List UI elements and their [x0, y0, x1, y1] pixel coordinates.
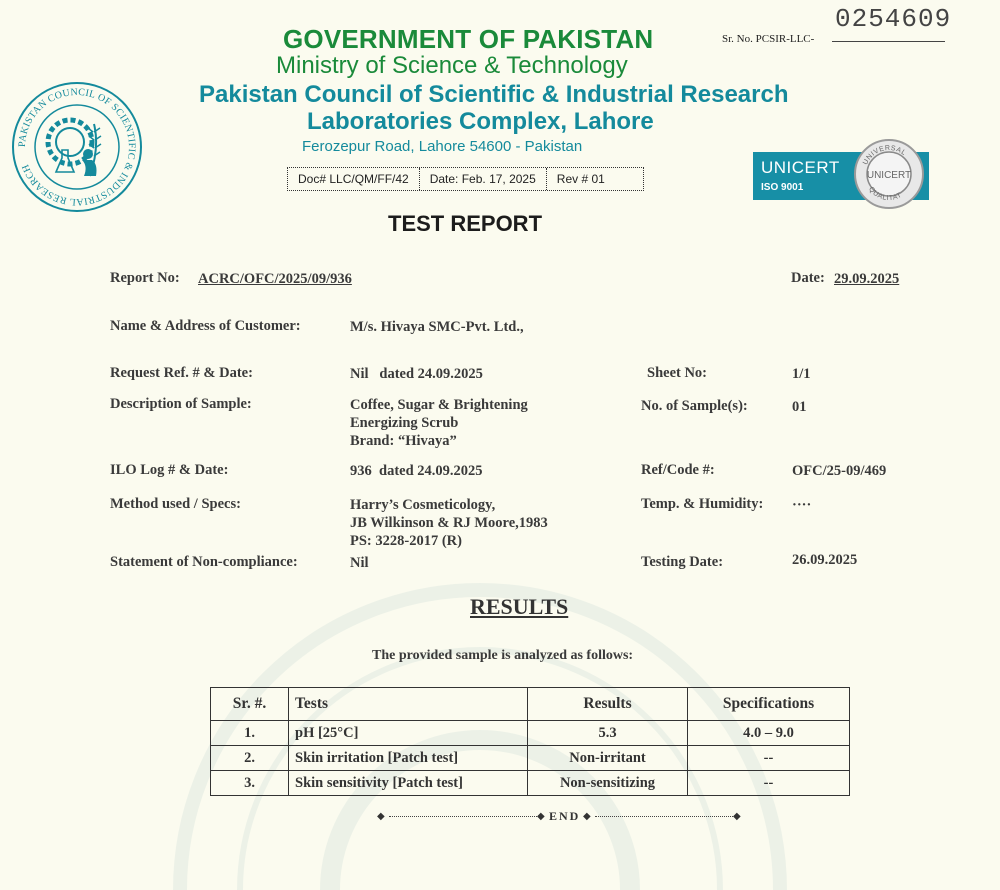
column-header: Sr. #.	[211, 688, 289, 721]
table-row	[211, 771, 850, 796]
request-ref-label: Request Ref. # & Date:	[110, 365, 253, 381]
address-line: Ferozepur Road, Lahore 54600 - Pakistan	[302, 138, 583, 155]
row-sr: 1.	[211, 721, 289, 746]
serial-label: Sr. No. PCSIR-LLC-	[722, 33, 815, 45]
diamond-icon: ◆	[377, 811, 385, 822]
customer-label: Name & Address of Customer:	[110, 318, 301, 334]
serial-number: 0254609	[835, 4, 952, 34]
results-title: RESULTS	[470, 594, 569, 619]
noncompliance-value: Nil	[350, 555, 369, 571]
diamond-icon: ◆	[733, 811, 741, 822]
report-date-label: Date:	[791, 270, 825, 286]
diamond-icon: ◆	[583, 811, 591, 822]
report-title: TEST REPORT	[388, 211, 543, 236]
column-header: Tests	[289, 688, 528, 721]
end-label: END	[549, 809, 581, 823]
pcsir-seal-logo	[10, 80, 144, 214]
request-ref-value: Nil dated 24.09.2025	[350, 366, 483, 382]
sheet-no-value: 1/1	[792, 366, 811, 382]
ref-code-label: Ref/Code #:	[641, 462, 715, 478]
svg-text:UNICERT: UNICERT	[866, 170, 912, 181]
svg-text:PAKISTAN COUNCIL OF SCIENTIFIC: PAKISTAN COUNCIL OF SCIENTIFIC & INDUSTRIAL RESEARCH	[16, 86, 138, 208]
ilo-log-label: ILO Log # & Date:	[110, 462, 229, 478]
doc-revision: Rev # 01	[556, 172, 605, 186]
doc-number: Doc# LLC/QM/FF/42	[298, 172, 409, 186]
customer-value: M/s. Hivaya SMC-Pvt. Ltd.,	[350, 319, 524, 335]
method-line: JB Wilkinson & RJ Moore,1983	[350, 515, 548, 531]
unicert-name: UNICERT	[761, 158, 840, 177]
samples-value: 01	[792, 399, 807, 415]
description-line: Brand: “Hivaya”	[350, 433, 457, 449]
government-title: GOVERNMENT OF PAKISTAN	[283, 24, 654, 54]
report-date-value: 29.09.2025	[834, 271, 900, 287]
testing-date-value: 26.09.2025	[792, 552, 858, 568]
row-test: Skin irritation [Patch test]	[289, 746, 528, 771]
description-line: Energizing Scrub	[350, 415, 459, 431]
end-marker	[377, 808, 745, 826]
column-header: Specifications	[688, 688, 850, 721]
row-spec: --	[688, 746, 850, 771]
dotted-rule	[595, 816, 735, 817]
table-header-row	[211, 688, 850, 721]
row-test: Skin sensitivity [Patch test]	[289, 771, 528, 796]
method-label: Method used / Specs:	[110, 496, 241, 512]
method-line: Harry’s Cosmeticology,	[350, 497, 496, 513]
noncompliance-label: Statement of Non-compliance:	[110, 554, 298, 570]
serial-underline	[832, 41, 945, 42]
sheet-no-label: Sheet No:	[647, 365, 708, 381]
ministry-title: Ministry of Science & Technology	[276, 52, 628, 79]
unicert-badge	[753, 144, 929, 203]
temp-humidity-value: ····	[792, 497, 812, 513]
results-table	[210, 687, 850, 796]
description-line: Coffee, Sugar & Brightening	[350, 397, 528, 413]
document-control-box	[287, 167, 644, 191]
row-result: Non-sensitizing	[528, 771, 688, 796]
ref-code-value: OFC/25-09/469	[792, 463, 887, 479]
dotted-rule	[389, 816, 539, 817]
row-sr: 2.	[211, 746, 289, 771]
row-spec: --	[688, 771, 850, 796]
doc-date: Date: Feb. 17, 2025	[429, 172, 536, 186]
testing-date-label: Testing Date:	[641, 554, 724, 570]
temp-humidity-label: Temp. & Humidity:	[641, 496, 764, 512]
row-result: 5.3	[528, 721, 688, 746]
samples-label: No. of Sample(s):	[641, 398, 748, 414]
council-title: Pakistan Council of Scientific & Industrial Research	[199, 81, 789, 108]
unicert-seal-icon	[853, 138, 925, 210]
ilo-log-value: 936 dated 24.09.2025	[350, 463, 483, 479]
table-row	[211, 746, 850, 771]
method-line: PS: 3228-2017 (R)	[350, 533, 462, 549]
results-intro: The provided sample is analyzed as follows:	[372, 648, 634, 663]
laboratories-title: Laboratories Complex, Lahore	[307, 108, 654, 135]
svg-text:QUALITAT: QUALITAT	[867, 185, 904, 203]
row-result: Non-irritant	[528, 746, 688, 771]
report-number-value: ACRC/OFC/2025/09/936	[198, 271, 352, 287]
svg-text:UNIVERSAL: UNIVERSAL	[862, 144, 908, 167]
row-sr: 3.	[211, 771, 289, 796]
column-header: Results	[528, 688, 688, 721]
row-spec: 4.0 – 9.0	[688, 721, 850, 746]
iso-label: ISO 9001	[761, 182, 804, 193]
report-number-label: Report No:	[110, 270, 180, 286]
description-label: Description of Sample:	[110, 396, 252, 412]
diamond-icon: ◆	[537, 811, 545, 822]
table-row	[211, 721, 850, 746]
row-test: pH [25°C]	[289, 721, 528, 746]
